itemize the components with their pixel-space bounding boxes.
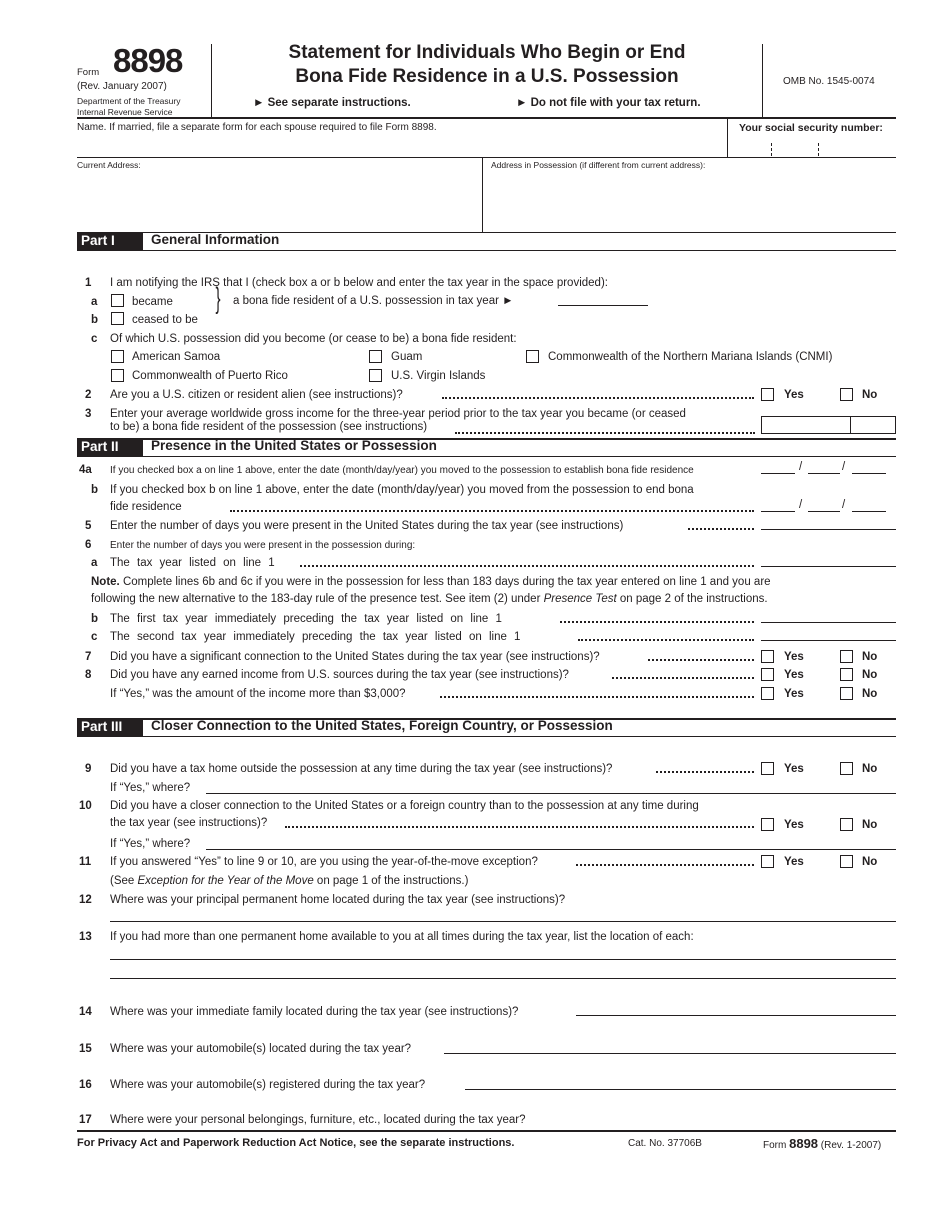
- line6c-text: The second tax year immediately preceding the tax year listed on line 1: [110, 631, 521, 643]
- line9-number: 9: [85, 763, 92, 775]
- footer-form-id: [763, 1136, 881, 1151]
- line10-yes-label: Yes: [784, 819, 804, 831]
- footer-form-prefix: Form: [763, 1140, 790, 1151]
- line6c-days-field[interactable]: [761, 627, 896, 641]
- see-instructions-note: ► See separate instructions.: [253, 97, 411, 109]
- line11-text: If you answered “Yes” to line 9 or 10, are you using the year-of-the-move exception?: [110, 856, 538, 868]
- american-samoa-label: American Samoa: [132, 351, 221, 363]
- line11-yes-checkbox[interactable]: [761, 855, 774, 868]
- line6b-days-field[interactable]: [761, 609, 896, 623]
- line9-no-label: No: [862, 763, 878, 775]
- line4b-year-field[interactable]: [852, 498, 886, 512]
- line16-text: Where was your automobile(s) registered during the tax year?: [110, 1079, 426, 1091]
- line1a-letter: a: [91, 296, 98, 308]
- line6c-letter: c: [91, 631, 98, 643]
- line7-number: 7: [85, 651, 92, 663]
- note-italic: Presence Test: [543, 593, 617, 605]
- line9-yes-label: Yes: [784, 763, 804, 775]
- name-field[interactable]: [80, 133, 725, 155]
- line13-field-2[interactable]: [110, 965, 896, 979]
- line8-no-label: No: [862, 669, 878, 681]
- line9-where-label: If “Yes,” where?: [110, 782, 191, 794]
- line4a-text: If you checked box a on line 1 above, enter the date (month/day/year) you moved to the possession to establish bona fide residence: [110, 465, 694, 476]
- line11-no-label: No: [862, 856, 878, 868]
- line4b-letter: b: [91, 484, 99, 496]
- line1c-letter: c: [91, 333, 98, 345]
- line4a-year-field[interactable]: [852, 460, 886, 474]
- current-address-label: Current Address:: [77, 160, 141, 170]
- part3-title: Closer Connection to the United States, Foreign Country, or Possession: [151, 718, 613, 733]
- line6b-letter: b: [91, 613, 99, 625]
- line4a-sep2: /: [842, 461, 846, 473]
- line13-number: 13: [79, 931, 92, 943]
- department-line1: Department of the Treasury: [77, 96, 181, 106]
- ceased-checkbox[interactable]: [111, 312, 124, 325]
- current-address-field[interactable]: [80, 172, 478, 228]
- note-line1: Complete lines 6b and 6c if you were in the possession for less than 183 days during the tax year entered on line 1 and you are: [119, 576, 771, 588]
- line6a-letter: a: [91, 557, 98, 569]
- line1-text: I am notifying the IRS that I (check box a or b below and enter the tax year in the space provided):: [110, 277, 608, 289]
- line13-field-1[interactable]: [110, 946, 896, 960]
- possession-address-field[interactable]: [488, 172, 893, 228]
- line15-number: 15: [79, 1043, 92, 1055]
- line6-number: 6: [85, 539, 92, 551]
- note-text-1: [91, 576, 771, 588]
- ssn-label: Your social security number:: [739, 122, 883, 134]
- do-not-file-note: ► Do not file with your tax return.: [516, 97, 701, 109]
- line2-yes-checkbox[interactable]: [761, 388, 774, 401]
- line2-number: 2: [85, 389, 92, 401]
- line3-text-1: Enter your average worldwide gross income for the three-year period prior to the tax year you became (or ceased: [110, 408, 686, 420]
- line12-text: Where was your principal permanent home located during the tax year (see instructions)?: [110, 894, 566, 906]
- line5-days-field[interactable]: [761, 516, 896, 530]
- line9-yes-checkbox[interactable]: [761, 762, 774, 775]
- form-title-line1: Statement for Individuals Who Begin or End: [288, 42, 686, 63]
- line10-number: 10: [79, 800, 92, 812]
- line8-sub-text: If “Yes,” was the amount of the income more than $3,000?: [110, 688, 406, 700]
- became-label: became: [132, 296, 173, 308]
- cnmi-label: Commonwealth of the Northern Mariana Islands (CNMI): [548, 351, 833, 363]
- line8-yes-checkbox[interactable]: [761, 668, 774, 681]
- guam-checkbox[interactable]: [369, 350, 382, 363]
- line3-number: 3: [85, 408, 92, 420]
- line6-text: Enter the number of days you were present in the possession during:: [110, 540, 416, 551]
- line11-sub-text: [110, 875, 468, 887]
- note-line2b: on page 2 of the instructions.: [616, 593, 768, 605]
- line2-no-checkbox[interactable]: [840, 388, 853, 401]
- privacy-notice: For Privacy Act and Paperwork Reduction Act Notice, see the separate instructions.: [77, 1137, 515, 1149]
- form-number: 8898: [113, 42, 183, 79]
- line2-text: Are you a U.S. citizen or resident alien (see instructions)?: [110, 389, 403, 401]
- line15-text: Where was your automobile(s) located during the tax year?: [110, 1043, 412, 1055]
- line10-yes-checkbox[interactable]: [761, 818, 774, 831]
- line1-brace: }: [215, 282, 221, 315]
- line8-number: 8: [85, 669, 92, 681]
- cnmi-checkbox[interactable]: [526, 350, 539, 363]
- possession-address-label: Address in Possession (if different from current address):: [491, 160, 706, 170]
- line1-tax-year-field[interactable]: [558, 292, 648, 306]
- note-line2a: following the new alternative to the 183-day rule of the presence test. See item (2) under: [91, 593, 544, 605]
- line10-where-field[interactable]: [206, 836, 896, 850]
- line8-sub-yes-label: Yes: [784, 688, 804, 700]
- usvi-label: U.S. Virgin Islands: [391, 370, 486, 382]
- line11-yes-label: Yes: [784, 856, 804, 868]
- line16-field[interactable]: [465, 1076, 896, 1090]
- line10-where-label: If “Yes,” where?: [110, 838, 191, 850]
- line9-no-checkbox[interactable]: [840, 762, 853, 775]
- footer-form-rev: (Rev. 1-2007): [818, 1140, 882, 1151]
- line1-suffix: a bona fide resident of a U.S. possession in tax year ►: [233, 295, 514, 307]
- line4b-text-2: fide residence: [110, 501, 182, 513]
- usvi-checkbox[interactable]: [369, 369, 382, 382]
- line5-number: 5: [85, 520, 92, 532]
- line6b-text: The first tax year immediately preceding the tax year listed on line 1: [110, 613, 502, 625]
- line8-sub-yes-checkbox[interactable]: [761, 687, 774, 700]
- line11-no-checkbox[interactable]: [840, 855, 853, 868]
- line7-yes-checkbox[interactable]: [761, 650, 774, 663]
- puerto-rico-checkbox[interactable]: [111, 369, 124, 382]
- line10-no-label: No: [862, 819, 878, 831]
- line4a-sep1: /: [799, 461, 803, 473]
- line6a-text: The tax year listed on line 1: [110, 557, 275, 569]
- line14-field[interactable]: [576, 1002, 896, 1016]
- line5-text: Enter the number of days you were present in the United States during the tax year (see instructions): [110, 520, 624, 532]
- omb-number: OMB No. 1545-0074: [783, 76, 875, 87]
- line4a-number: 4a: [79, 464, 92, 476]
- line11-number: 11: [79, 856, 92, 868]
- line2-yes-label: Yes: [784, 389, 804, 401]
- department-line2: Internal Revenue Service: [77, 107, 173, 117]
- line1-number: 1: [85, 277, 92, 289]
- line4b-month-field[interactable]: [761, 498, 795, 512]
- guam-label: Guam: [391, 351, 423, 363]
- line8-sub-no-label: No: [862, 688, 878, 700]
- line3-text-2: to be) a bona fide resident of the possession (see instructions): [110, 421, 428, 433]
- part1-tab: Part I: [77, 232, 143, 250]
- line8-text: Did you have any earned income from U.S. sources during the tax year (see instructions)?: [110, 669, 569, 681]
- line4a-day-field[interactable]: [808, 460, 840, 474]
- form-label: Form: [77, 67, 100, 78]
- line10-no-checkbox[interactable]: [840, 818, 853, 831]
- line4b-day-field[interactable]: [808, 498, 840, 512]
- line16-number: 16: [79, 1079, 92, 1091]
- line14-text: Where was your immediate family located during the tax year (see instructions)?: [110, 1006, 519, 1018]
- line11-sub-b: on page 1 of the instructions.): [313, 875, 469, 887]
- form-title-line2: Bona Fide Residence in a U.S. Possession: [295, 66, 679, 87]
- line7-yes-label: Yes: [784, 651, 804, 663]
- footer-form-number: 8898: [789, 1136, 819, 1151]
- line17-text: Where were your personal belongings, furniture, etc., located during the tax year?: [110, 1114, 526, 1126]
- line14-number: 14: [79, 1006, 92, 1018]
- line9-text: Did you have a tax home outside the possession at any time during the tax year (see instructions)?: [110, 763, 613, 775]
- line17-number: 17: [79, 1114, 92, 1126]
- line4b-sep1: /: [799, 499, 803, 511]
- line11-sub-italic: Exception for the Year of the Move: [137, 875, 314, 887]
- line7-no-checkbox[interactable]: [840, 650, 853, 663]
- line8-sub-no-checkbox[interactable]: [840, 687, 853, 700]
- line7-text: Did you have a significant connection to the United States during the tax year (see instructions)?: [110, 651, 600, 663]
- line12-number: 12: [79, 894, 92, 906]
- line10-text-1: Did you have a closer connection to the United States or a foreign country than to the possession at any time during: [110, 800, 699, 812]
- american-samoa-checkbox[interactable]: [111, 350, 124, 363]
- note-text-2: [91, 593, 768, 605]
- line9-where-field[interactable]: [206, 780, 896, 794]
- line1c-text: Of which U.S. possession did you become (or cease to be) a bona fide resident:: [110, 333, 517, 345]
- line15-field[interactable]: [444, 1040, 896, 1054]
- catalog-number: Cat. No. 37706B: [628, 1138, 702, 1149]
- ssn-field[interactable]: [732, 136, 894, 156]
- part3-tab: Part III: [77, 718, 143, 736]
- form-revision: (Rev. January 2007): [77, 81, 167, 92]
- line4b-text-1: If you checked box b on line 1 above, enter the date (month/day/year) you moved from the possession to end bona: [110, 484, 694, 496]
- part1-title: General Information: [151, 232, 280, 247]
- part2-tab: Part II: [77, 438, 143, 456]
- line13-text: If you had more than one permanent home available to you at all times during the tax year, list the location of each:: [110, 931, 694, 943]
- note-bold: Note.: [91, 576, 120, 588]
- line12-field[interactable]: [110, 908, 896, 922]
- became-checkbox[interactable]: [111, 294, 124, 307]
- line3-amount-field[interactable]: [761, 416, 896, 434]
- part2-title: Presence in the United States or Possession: [151, 438, 437, 453]
- line10-text-2: the tax year (see instructions)?: [110, 817, 268, 829]
- ceased-label: ceased to be: [132, 314, 198, 326]
- line11-sub-a: (See: [110, 875, 138, 887]
- line1b-letter: b: [91, 314, 99, 326]
- line7-no-label: No: [862, 651, 878, 663]
- name-label: Name. If married, file a separate form for each spouse required to file Form 8898.: [77, 122, 437, 133]
- line8-no-checkbox[interactable]: [840, 668, 853, 681]
- line4b-sep2: /: [842, 499, 846, 511]
- puerto-rico-label: Commonwealth of Puerto Rico: [132, 370, 288, 382]
- line2-no-label: No: [862, 389, 878, 401]
- line4a-month-field[interactable]: [761, 460, 795, 474]
- line8-yes-label: Yes: [784, 669, 804, 681]
- line6a-days-field[interactable]: [761, 553, 896, 567]
